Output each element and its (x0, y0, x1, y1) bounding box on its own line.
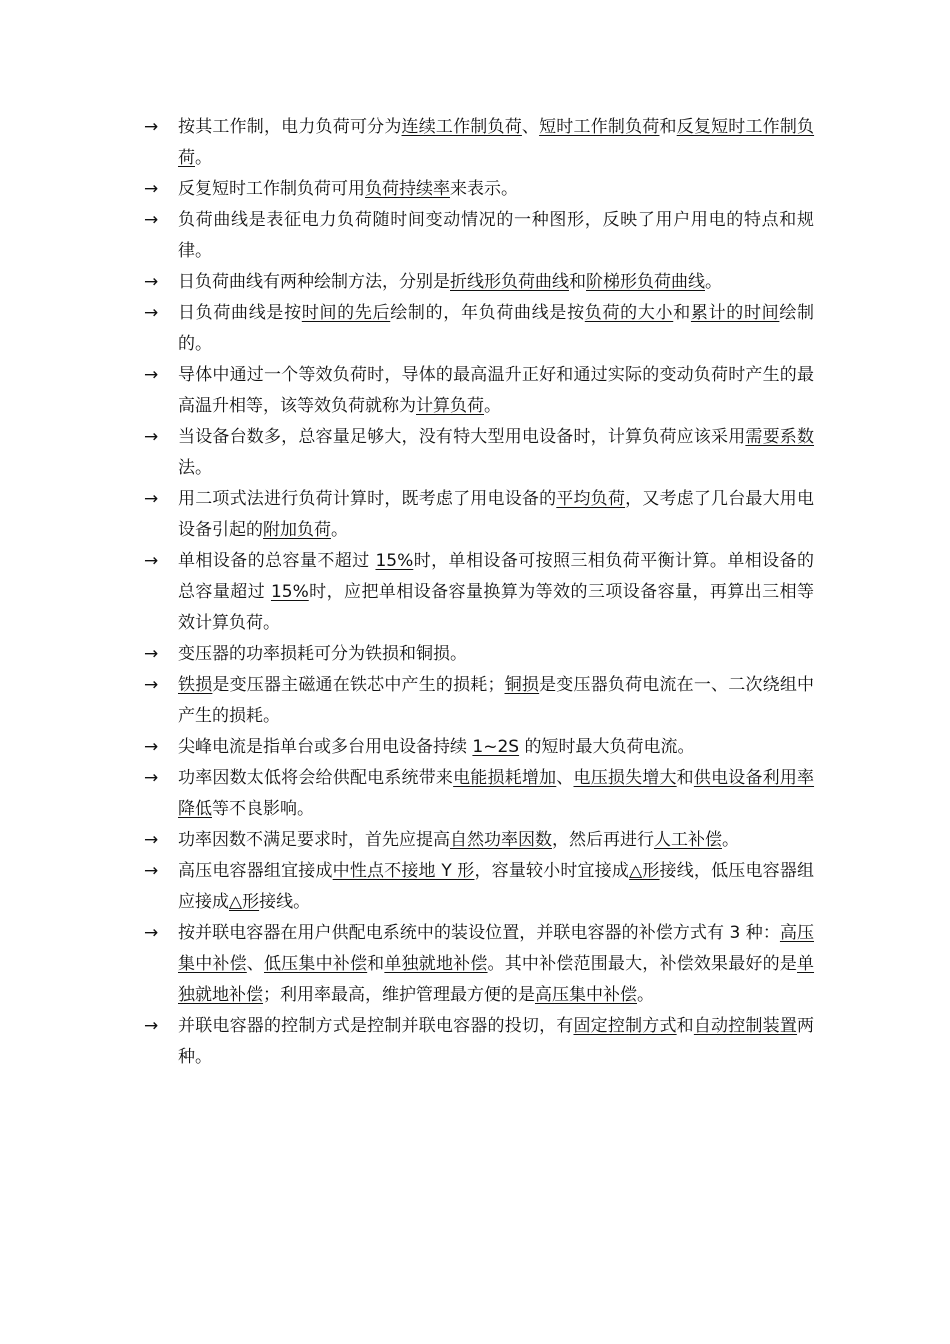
text-segment: 功率因数太低将会给供配电系统带来 (178, 768, 454, 788)
arrow-bullet-icon: → (144, 117, 159, 137)
list-item-text (178, 205, 814, 267)
text-segment: 是变压器主磁通在铁芯中产生的损耗； (212, 675, 505, 695)
text-segment: 和 (676, 768, 694, 788)
text-segment: 。 (484, 396, 501, 416)
arrow-bullet-icon: → (144, 489, 159, 509)
underlined-term: 短时工作制负荷 (539, 117, 660, 137)
text-segment: 负荷曲线是表征电力负荷随时间变动情况的一种图形，反映了用户用电的特点和规律。 (178, 210, 814, 261)
arrow-bullet-icon: → (144, 768, 159, 788)
underlined-term: 人工补偿 (654, 830, 722, 850)
list-item-text (178, 670, 814, 732)
text-segment: ，容量较小时宜接成 (474, 861, 630, 881)
arrow-bullet-icon: → (144, 644, 159, 664)
text-segment: 。 (722, 830, 739, 850)
underlined-term: 单独就地补偿 (384, 954, 488, 974)
text-segment: 来表示。 (450, 179, 518, 199)
underlined-term: 供电设备利用率降低 (178, 768, 815, 819)
list-item (144, 484, 814, 546)
underlined-term: 计算负荷 (416, 396, 484, 416)
list-item-text (178, 639, 814, 670)
text-segment: 变压器的功率损耗可分为铁损和铜损。 (178, 644, 467, 664)
arrow-bullet-icon: → (144, 303, 159, 323)
text-segment: 导体中通过一个等效负荷时，导体的最高温升正好和通过实际的变动负荷时产生的最高温升相等，该等效负荷就称为 (178, 365, 814, 416)
text-segment: 功率因数不满足要求时，首先应提高 (178, 830, 450, 850)
text-segment: 尖峰电流是指单台或多台用电设备持续 (178, 737, 473, 757)
underlined-term: 1~2S (472, 737, 520, 757)
text-segment: 和 (367, 954, 385, 974)
arrow-bullet-icon: → (144, 365, 159, 385)
list-item-text (178, 422, 814, 484)
text-segment: 和 (673, 303, 691, 323)
underlined-term: 15% (375, 551, 414, 571)
text-segment: 等不良影响。 (212, 799, 314, 819)
list-item (144, 918, 814, 1011)
underlined-term: 附加负荷 (263, 520, 331, 540)
arrow-bullet-icon: → (144, 861, 159, 881)
list-item-text (178, 825, 814, 856)
arrow-bullet-icon: → (144, 427, 159, 447)
text-segment: 按并联电容器在用户供配电系统中的装设位置，并联电容器的补偿方式有 3 种： (178, 923, 780, 943)
text-segment: 。 (637, 985, 654, 1005)
underlined-term: △形 (629, 861, 660, 881)
underlined-term: 累计的时间 (690, 303, 780, 323)
list-item-text (178, 732, 814, 763)
underlined-term: 铜损 (504, 675, 540, 695)
list-item (144, 856, 814, 918)
list-item (144, 422, 814, 484)
arrow-bullet-icon: → (144, 179, 159, 199)
underlined-term: 负荷持续率 (365, 179, 450, 199)
underlined-term: △形 (229, 892, 260, 912)
underlined-term: 铁损 (178, 675, 213, 695)
arrow-bullet-icon: → (144, 551, 159, 571)
list-item-text (178, 267, 814, 298)
list-item (144, 1011, 814, 1073)
list-item-text (178, 1011, 814, 1073)
text-segment: 日负荷曲线是按 (178, 303, 302, 323)
arrow-bullet-icon: → (144, 830, 159, 850)
text-segment: 绘制的，年负荷曲线是按 (390, 303, 585, 323)
list-item (144, 205, 814, 267)
underlined-term: 自动控制装置 (693, 1016, 798, 1036)
list-item (144, 298, 814, 360)
list-item-text (178, 298, 814, 360)
list-item-text (178, 484, 814, 546)
underlined-term: 电压损失增大 (573, 768, 677, 788)
text-segment: 、 (521, 117, 540, 137)
text-segment: 。 (195, 148, 212, 168)
text-segment: 和 (569, 272, 586, 292)
list-item (144, 546, 814, 639)
text-segment: 当设备台数多，总容量足够大，没有特大型用电设备时，计算负荷应该采用 (178, 427, 746, 447)
list-item-text (178, 546, 814, 639)
text-segment: ，然后再进行 (552, 830, 654, 850)
text-segment: 和 (676, 1016, 694, 1036)
list-item (144, 174, 814, 205)
text-segment: 是变压器负荷电流在一、二次绕组中产生的损耗。 (178, 675, 815, 726)
list-item-text (178, 856, 814, 918)
arrow-bullet-icon: → (144, 923, 159, 943)
text-segment: 绘制的。 (178, 303, 815, 354)
underlined-term: 电能损耗增加 (453, 768, 557, 788)
text-segment: 时，应把单相设备容量换算为等效的三项设备容量，再算出三相等效计算负荷。 (178, 582, 815, 633)
underlined-term: 需要系数 (745, 427, 815, 447)
underlined-term: 中性点不接地 Y 形 (332, 861, 475, 881)
text-segment: 高压电容器组宜接成 (178, 861, 333, 881)
arrow-bullet-icon: → (144, 737, 159, 757)
underlined-term: 15% (270, 582, 309, 602)
underlined-term: 折线形负荷曲线 (450, 272, 569, 292)
text-segment: ；利用率最高，维护管理最方便的是 (263, 985, 535, 1005)
text-segment: 、 (246, 954, 264, 974)
list-item (144, 825, 814, 856)
text-segment: 。其中补偿范围最大，补偿效果最好的是 (487, 954, 798, 974)
bullet-list (144, 112, 814, 1073)
text-segment: 接线。 (259, 892, 311, 912)
text-segment: 日负荷曲线有两种绘制方法，分别是 (178, 272, 450, 292)
text-segment: 按其工作制，电力负荷可分为 (178, 117, 402, 137)
underlined-term: 高压集中补偿 (178, 923, 815, 974)
underlined-term: 高压集中补偿 (535, 985, 637, 1005)
list-item (144, 360, 814, 422)
text-segment: 两种。 (178, 1016, 815, 1067)
text-segment: ，又考虑了几台最大用电设备引起的 (178, 489, 815, 540)
list-item (144, 639, 814, 670)
text-segment: 接线，低压电容器组应接成 (178, 861, 814, 912)
text-segment: 并联电容器的控制方式是控制并联电容器的投切，有 (178, 1016, 574, 1036)
list-item-text (178, 174, 814, 205)
text-segment: 反复短时工作制负荷可用 (178, 179, 365, 199)
underlined-term: 平均负荷 (556, 489, 626, 509)
list-item-text (178, 360, 814, 422)
text-segment: 和 (659, 117, 677, 137)
list-item-text (178, 112, 814, 174)
arrow-bullet-icon: → (144, 272, 159, 292)
underlined-term: 时间的先后 (301, 303, 391, 323)
text-segment: 。 (331, 520, 348, 540)
list-item (144, 267, 814, 298)
underlined-term: 固定控制方式 (573, 1016, 677, 1036)
underlined-term: 低压集中补偿 (263, 954, 368, 974)
text-segment: 单相设备的总容量不超过 (178, 551, 376, 571)
arrow-bullet-icon: → (144, 675, 159, 695)
text-segment: 用二项式法进行负荷计算时，既考虑了用电设备的 (178, 489, 557, 509)
list-item (144, 763, 814, 825)
underlined-term: 负荷的大小 (584, 303, 674, 323)
text-segment: 。 (705, 272, 722, 292)
underlined-term: 连续工作制负荷 (401, 117, 522, 137)
underlined-term: 阶梯形负荷曲线 (586, 272, 705, 292)
underlined-term: 反复短时工作制负荷 (178, 117, 815, 168)
text-segment: 、 (556, 768, 574, 788)
underlined-term: 自然功率因数 (450, 830, 552, 850)
text-segment: 时，单相设备可按照三相负荷平衡计算。单相设备的总容量超过 (178, 551, 815, 602)
list-item-text (178, 918, 814, 1011)
arrow-bullet-icon: → (144, 1016, 159, 1036)
text-segment: 的短时最大负荷电流。 (519, 737, 695, 757)
text-segment: 法。 (178, 458, 212, 478)
underlined-term: 单独就地补偿 (178, 954, 815, 1005)
list-item (144, 112, 814, 174)
list-item (144, 732, 814, 763)
list-item-text (178, 763, 814, 825)
arrow-bullet-icon: → (144, 210, 159, 230)
list-item (144, 670, 814, 732)
